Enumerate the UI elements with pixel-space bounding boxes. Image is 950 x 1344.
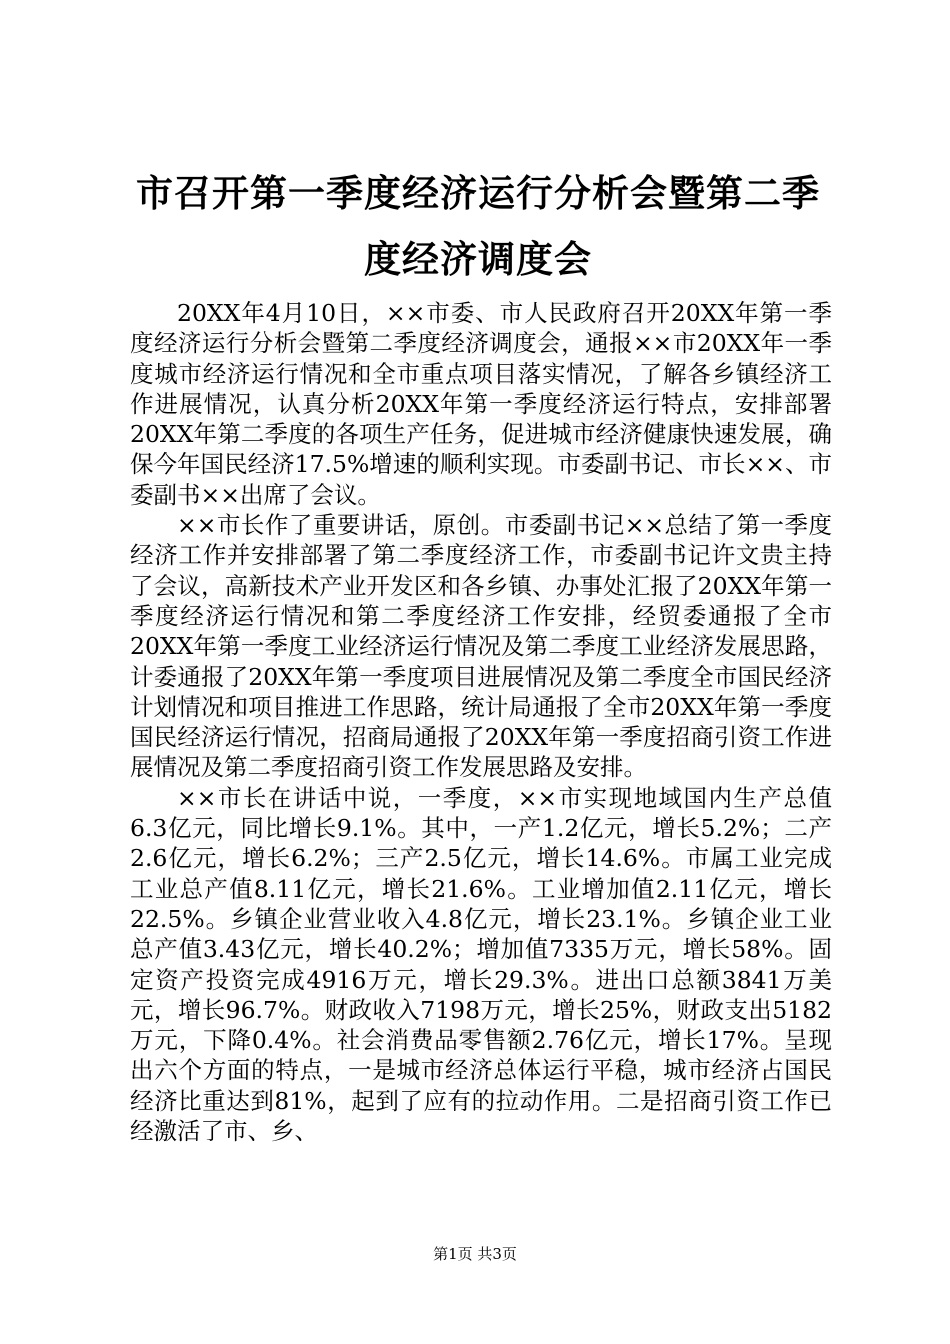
paragraph: ××市长作了重要讲话，原创。市委副书记××总结了第一季度经济工作并安排部署了第二季度经济工作，市委副书记许文贵主持了会议，高新技术产业开发区和各乡镇、办事处汇报了20XX年第一季度经济运行情况和第二季度经济工作安排，经贸委通报了全市20XX年第一季度工业经济运行情况及第二季度工业经济发展思路，计委通报了20XX年第一季度项目进展情况及第二季度全市国民经济计划情况和项目推进工作思路，统计局通报了全市20XX年第一季度国民经济运行情况，招商局通报了20XX年第一季度招商引资工作进展情况及第二季度招商引资工作发展思路及安排。	[130, 511, 832, 782]
page-footer: 第1页 共3页	[433, 1245, 517, 1263]
document-body	[130, 298, 832, 1146]
paragraph: 20XX年4月10日，××市委、市人民政府召开20XX年第一季度经济运行分析会暨第二季度经济调度会，通报××市20XX年一季度城市经济运行情况和全市重点项目落实情况，了解各乡镇经济工作进展情况，认真分析20XX年第一季度经济运行特点，安排部署20XX年第二季度的各项生产任务，促进城市经济健康快速发展，确保今年国民经济17.5%增速的顺利实现。市委副书记、市长××、市委副书××出席了会议。	[130, 299, 832, 509]
paragraph: ××市长在讲话中说，一季度，××市实现地域国内生产总值6.3亿元，同比增长9.1%。其中，一产1.2亿元，增长5.2%；二产2.6亿元，增长6.2%；三产2.5亿元，增长14.6%。市属工业完成工业总产值8.11亿元，增长21.6%。工业增加值2.11亿元，增长22.5%。乡镇企业营业收入4.8亿元，增长23.1%。乡镇企业工业总产值3.43亿元，增长40.2%；增加值7335万元，增长58%。固定资产投资完成4916万元，增长29.3%。进出口总额3841万美元，增长96.7%。财政收入7198万元，增长25%，财政支出5182万元，下降0.4%。社会消费品零售额2.76亿元，增长17%。呈现出六个方面的特点，一是城市经济总体运行平稳，城市经济占国民经济比重达到81%，起到了应有的拉动作用。二是招商引资工作已经激活了市、乡、	[130, 783, 832, 1146]
document-title: 市召开第一季度经济运行分析会暨第二季度经济调度会	[136, 171, 820, 281]
